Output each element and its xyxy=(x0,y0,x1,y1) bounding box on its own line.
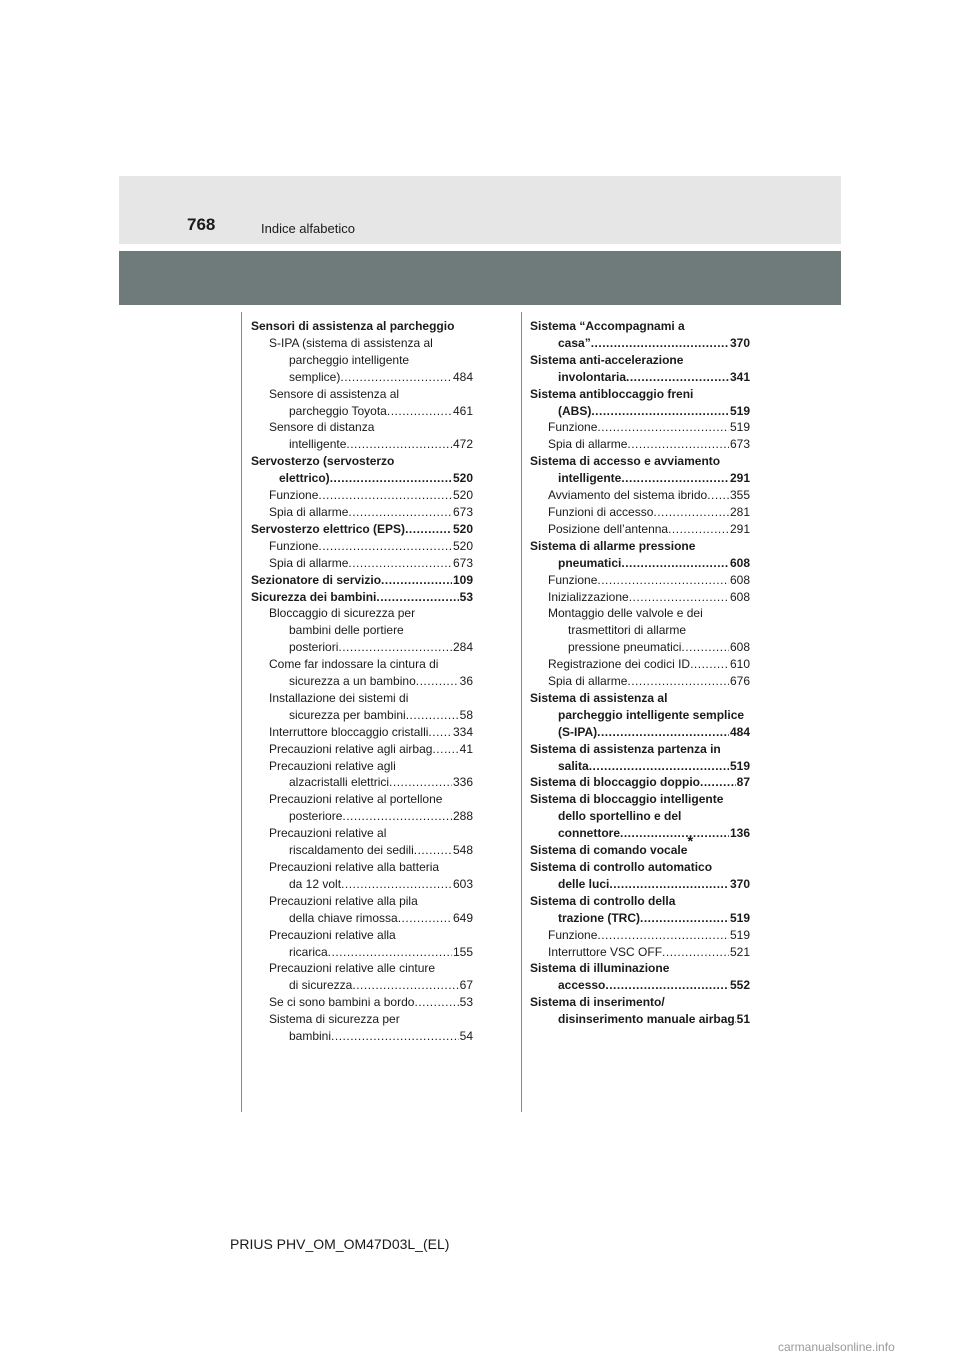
dot-leader xyxy=(414,842,452,859)
index-entry xyxy=(530,555,750,572)
index-entry xyxy=(251,572,473,589)
index-entry-page: 51 xyxy=(736,1012,750,1027)
index-entry-page: 291 xyxy=(729,471,750,486)
index-entry-page: 521 xyxy=(729,944,750,959)
index-entry xyxy=(251,944,473,961)
index-entry-page: 520 xyxy=(452,521,473,536)
index-entry xyxy=(251,774,473,791)
index-entry-label: accesso xyxy=(558,978,606,993)
index-entry xyxy=(530,690,750,707)
index-entry xyxy=(251,673,473,690)
index-entry-label: Come far indossare la cintura di xyxy=(269,657,439,672)
index-entry-label: Sistema di bloccaggio doppio xyxy=(530,775,701,790)
index-entry xyxy=(530,470,750,487)
index-entry xyxy=(251,960,473,977)
index-entry xyxy=(530,521,750,538)
index-entry-label: Sistema “Accompagnami a xyxy=(530,319,685,333)
index-entry xyxy=(530,876,750,893)
index-entry-label: da 12 volt xyxy=(289,876,342,891)
index-entry xyxy=(530,774,750,791)
index-entry-page: 484 xyxy=(729,724,750,739)
index-entry-label: Sensori di assistenza al parcheggio xyxy=(251,319,455,333)
index-entry-page: 520 xyxy=(452,488,473,503)
index-entry-label: Spia di allarme xyxy=(269,555,349,570)
index-entry-label: Sistema di controllo della xyxy=(530,893,676,908)
index-entry xyxy=(530,335,750,352)
index-entry-label: Se ci sono bambini a bordo xyxy=(269,995,415,1010)
dot-leader xyxy=(352,977,458,994)
index-entry-page: 370 xyxy=(729,335,750,350)
index-entry xyxy=(530,419,750,436)
index-entry-label: Montaggio delle valvole e dei xyxy=(548,606,703,621)
dot-leader xyxy=(331,1028,459,1045)
index-entry xyxy=(530,910,750,927)
dot-leader xyxy=(609,876,729,893)
dot-leader xyxy=(621,555,729,572)
index-entry-label: Spia di allarme xyxy=(548,437,628,452)
footnote-star: * xyxy=(687,833,694,851)
index-entry-page: 288 xyxy=(452,809,473,824)
index-entry xyxy=(251,1028,473,1045)
index-entry-label: Sistema di inserimento/ xyxy=(530,995,665,1010)
index-entry xyxy=(251,504,473,521)
dot-leader xyxy=(318,538,452,555)
index-entry xyxy=(530,352,750,369)
index-entry-page: 53 xyxy=(459,995,473,1010)
index-entry-label: Sistema di assistenza al xyxy=(530,690,668,705)
index-entry-label: ricarica xyxy=(289,944,328,959)
index-entry-page: 610 xyxy=(729,657,750,672)
dot-leader xyxy=(629,589,729,606)
index-entry xyxy=(251,876,473,893)
index-entry xyxy=(530,605,750,622)
index-entry-label: parcheggio intelligente semplice xyxy=(558,707,745,722)
index-entry-page: 355 xyxy=(729,488,750,503)
dot-leader xyxy=(432,741,458,758)
index-entry-page: 519 xyxy=(729,927,750,942)
index-entry-label: Sistema di assistenza partenza in xyxy=(530,741,721,756)
index-entry-label: pressione pneumatici xyxy=(568,640,682,655)
index-entry-label: Precauzioni relative alla batteria xyxy=(269,860,440,874)
index-entry-label: Sensore di distanza xyxy=(269,420,375,435)
index-entry xyxy=(251,538,473,555)
index-entry xyxy=(251,419,473,436)
section-title: Indice alfabetico xyxy=(261,221,355,236)
dot-leader xyxy=(389,774,452,791)
index-entry xyxy=(251,589,473,606)
index-entry-label: Sistema di bloccaggio intelligente xyxy=(530,792,724,807)
dot-leader xyxy=(707,487,729,504)
index-entry-page: 291 xyxy=(729,521,750,536)
index-entry-label: Spia di allarme xyxy=(548,674,628,689)
index-entry-label: Precauzioni relative agli airbag xyxy=(269,741,433,756)
dot-leader xyxy=(406,707,459,724)
index-entry-page: 552 xyxy=(729,978,750,993)
index-entry-label: bambini delle portiere xyxy=(289,623,404,638)
index-entry-label: Inizializzazione xyxy=(548,589,629,604)
index-entry-label: connettore xyxy=(558,826,621,841)
index-entry-label: Sistema di illuminazione xyxy=(530,961,670,976)
dot-leader xyxy=(346,436,452,453)
index-entry-label: trasmettitori di allarme xyxy=(568,623,687,638)
index-entry xyxy=(251,369,473,386)
index-entry xyxy=(251,453,473,470)
index-entry-label: Spia di allarme xyxy=(269,504,349,519)
index-entry-label: Funzione xyxy=(548,927,598,942)
index-entry-label: Precauzioni relative alla xyxy=(269,927,396,942)
index-entry xyxy=(530,318,750,335)
page-number: 768 xyxy=(187,215,216,234)
index-column-right xyxy=(530,318,750,1028)
index-entry-label: posteriori xyxy=(289,640,339,655)
index-entry-page: 341 xyxy=(729,369,750,384)
index-entry xyxy=(251,622,473,639)
index-entry-label: Sensore di assistenza al xyxy=(269,386,400,401)
dot-leader xyxy=(591,403,729,420)
index-entry xyxy=(251,1011,473,1028)
index-entry-page: 36 xyxy=(459,674,473,689)
index-entry xyxy=(530,504,750,521)
dot-leader xyxy=(416,673,459,690)
dot-leader xyxy=(627,436,729,453)
index-entry-label: Sistema di allarme pressione xyxy=(530,538,696,553)
dot-leader xyxy=(597,927,729,944)
index-entry-label: Precauzioni relative al xyxy=(269,826,387,841)
index-entry xyxy=(530,572,750,589)
dot-leader xyxy=(653,504,729,521)
index-entry-page: 334 xyxy=(452,724,473,739)
dot-leader xyxy=(328,944,452,961)
index-entry-page: 519 xyxy=(729,910,750,925)
index-entry-label: Posizione dell’antenna xyxy=(548,521,669,536)
index-entry-label: (S-IPA) xyxy=(558,724,598,739)
watermark: carmanualsonline.info xyxy=(778,1340,895,1354)
index-entry-page: 608 xyxy=(729,640,750,655)
section-band xyxy=(119,251,841,305)
index-entry-label: Precauzioni relative agli xyxy=(269,758,396,773)
index-entry xyxy=(251,605,473,622)
index-entry xyxy=(251,335,473,352)
dot-leader xyxy=(621,470,729,487)
dot-leader xyxy=(626,369,729,386)
index-entry xyxy=(530,707,750,724)
index-entry xyxy=(251,470,473,487)
index-entry-label: Sistema anti-accelerazione xyxy=(530,352,684,367)
index-entry-page: 520 xyxy=(452,538,473,553)
index-entry-label: Sistema antibloccaggio freni xyxy=(530,386,694,401)
index-entry-label: Funzione xyxy=(269,538,319,553)
index-entry xyxy=(251,386,473,403)
index-entry-label: Interruttore bloccaggio cristalli xyxy=(269,724,429,739)
index-entry xyxy=(530,808,750,825)
index-entry xyxy=(530,1011,750,1028)
index-entry xyxy=(251,724,473,741)
dot-leader xyxy=(414,994,458,1011)
index-entry-label: Precauzioni relative alle cinture xyxy=(269,961,436,976)
index-entry xyxy=(251,707,473,724)
dot-leader xyxy=(338,639,452,656)
index-entry-label: Servosterzo (servosterzo xyxy=(251,454,395,469)
index-entry xyxy=(530,656,750,673)
index-entry-page: 608 xyxy=(729,589,750,604)
index-entry-page: 58 xyxy=(459,707,473,722)
dot-leader xyxy=(387,403,452,420)
index-entry-page: 548 xyxy=(452,843,473,858)
index-entry-page: 673 xyxy=(452,555,473,570)
index-entry xyxy=(251,808,473,825)
index-entry-label: pneumatici xyxy=(558,555,622,570)
index-entry-page: 673 xyxy=(729,437,750,452)
dot-leader xyxy=(589,758,729,775)
index-entry-label: Precauzioni relative al portellone xyxy=(269,792,443,807)
index-entry xyxy=(251,352,473,369)
index-entry-label: Sicurezza dei bambini xyxy=(251,589,377,604)
index-entry-page: 519 xyxy=(729,758,750,773)
index-entry xyxy=(251,403,473,420)
footer-model-code: PRIUS PHV_OM_OM47D03L_(EL) xyxy=(230,1236,450,1252)
index-entry-label: Funzione xyxy=(548,572,598,587)
index-entry-page: 649 xyxy=(452,910,473,925)
index-entry-label: Sistema di accesso e avviamento xyxy=(530,454,721,469)
index-entry-label: alzacristalli elettrici xyxy=(289,775,390,790)
index-entry-page: 676 xyxy=(729,674,750,689)
index-entry-page: 67 xyxy=(459,978,473,993)
index-entry-label: intelligente xyxy=(289,437,347,452)
index-entry xyxy=(251,318,473,335)
index-entry-label: parcheggio Toyota xyxy=(289,403,387,418)
index-entry xyxy=(251,994,473,1011)
index-entry-label: riscaldamento dei sedili xyxy=(289,843,414,858)
index-entry-label: Funzione xyxy=(548,420,598,435)
index-entry-label: di sicurezza xyxy=(289,978,353,993)
dot-leader xyxy=(318,487,452,504)
index-entry-label: Bloccaggio di sicurezza per xyxy=(269,606,416,621)
index-entry-label: Sistema di comando vocale xyxy=(530,843,688,858)
index-entry xyxy=(530,622,750,639)
index-entry xyxy=(530,386,750,403)
index-entry xyxy=(251,639,473,656)
index-entry-label: Installazione dei sistemi di xyxy=(269,690,409,705)
index-entry xyxy=(530,977,750,994)
index-entry-page: 608 xyxy=(729,572,750,587)
dot-leader xyxy=(340,369,452,386)
index-entry xyxy=(530,893,750,910)
header-band xyxy=(119,176,841,244)
index-entry-label: Funzioni di accesso xyxy=(548,504,654,519)
index-entry xyxy=(530,369,750,386)
index-entry xyxy=(530,960,750,977)
index-entry xyxy=(530,589,750,606)
index-entry-label: Sistema di controllo automatico xyxy=(530,860,713,874)
index-entry xyxy=(530,825,750,842)
dot-leader xyxy=(341,876,452,893)
index-entry-page: 53 xyxy=(459,589,473,604)
index-entry xyxy=(251,690,473,707)
dot-leader xyxy=(597,572,729,589)
dot-leader xyxy=(700,774,736,791)
index-entry-label: casa” xyxy=(558,335,591,350)
index-entry-label: Sistema di sicurezza per xyxy=(269,1012,400,1027)
index-entry xyxy=(251,741,473,758)
index-entry-label: Servosterzo elettrico (EPS) xyxy=(251,521,406,536)
index-entry-page: 673 xyxy=(452,504,473,519)
index-entry-label: sicurezza per bambini xyxy=(289,707,406,722)
index-entry xyxy=(251,487,473,504)
index-entry-page: 155 xyxy=(452,944,473,959)
index-entry-page: 336 xyxy=(452,775,473,790)
index-entry xyxy=(251,927,473,944)
dot-leader xyxy=(597,419,729,436)
index-entry-page: 54 xyxy=(459,1029,473,1044)
index-entry-label: Interruttore VSC OFF xyxy=(548,944,663,959)
index-entry-label: Funzione xyxy=(269,488,319,503)
index-entry xyxy=(251,977,473,994)
index-entry xyxy=(251,436,473,453)
dot-leader xyxy=(640,910,729,927)
index-entry xyxy=(530,758,750,775)
dot-leader xyxy=(348,504,452,521)
index-entry-page: 484 xyxy=(452,369,473,384)
index-entry-page: 520 xyxy=(452,471,473,486)
dot-leader xyxy=(428,724,452,741)
dot-leader xyxy=(620,825,729,842)
index-entry-label: della chiave rimossa xyxy=(289,910,398,925)
index-entry-page: 519 xyxy=(729,420,750,435)
index-entry-label: elettrico) xyxy=(279,471,330,486)
dot-leader xyxy=(627,673,729,690)
index-entry-page: 284 xyxy=(452,640,473,655)
index-entry xyxy=(530,994,750,1011)
index-entry xyxy=(251,555,473,572)
index-entry-label: sicurezza a un bambino xyxy=(289,674,416,689)
index-entry-label: posteriore xyxy=(289,809,343,824)
index-entry xyxy=(530,639,750,656)
index-entry xyxy=(530,538,750,555)
dot-leader xyxy=(597,724,729,741)
index-entry-page: 472 xyxy=(452,437,473,452)
dot-leader xyxy=(690,656,729,673)
index-entry-label: Sezionatore di servizio xyxy=(251,572,382,587)
index-entry-label: delle luci xyxy=(558,876,610,891)
index-entry xyxy=(251,893,473,910)
index-entry-label: (ABS) xyxy=(558,403,592,418)
index-entry-label: disinserimento manuale airbag xyxy=(558,1012,735,1027)
index-entry xyxy=(251,521,473,538)
index-entry-label: dello sportellino e del xyxy=(558,809,682,824)
index-entry xyxy=(251,825,473,842)
dot-leader xyxy=(668,521,729,538)
index-entry-label: semplice) xyxy=(289,369,341,384)
index-entry xyxy=(530,436,750,453)
index-entry xyxy=(251,791,473,808)
index-entry-label: parcheggio intelligente xyxy=(289,352,410,367)
index-entry-label: Registrazione dei codici ID xyxy=(548,657,691,672)
dot-leader xyxy=(405,521,452,538)
index-entry xyxy=(251,859,473,876)
index-entry-label: salita xyxy=(558,758,589,773)
index-entry xyxy=(251,758,473,775)
index-entry xyxy=(530,724,750,741)
index-entry-page: 519 xyxy=(729,403,750,418)
dot-leader xyxy=(398,910,452,927)
index-entry-page: 608 xyxy=(729,555,750,570)
index-entry-label: S-IPA (sistema di assistenza al xyxy=(269,335,433,350)
dot-leader xyxy=(376,589,458,606)
dot-leader xyxy=(662,944,729,961)
dot-leader xyxy=(348,555,452,572)
index-entry-label: Precauzioni relative alla pila xyxy=(269,893,418,908)
index-entry-page: 109 xyxy=(452,572,473,587)
index-entry xyxy=(530,673,750,690)
dot-leader xyxy=(381,572,452,589)
index-entry xyxy=(530,859,750,876)
index-entry-page: 281 xyxy=(729,504,750,519)
index-entry xyxy=(530,487,750,504)
index-entry-page: 603 xyxy=(452,876,473,891)
dot-leader xyxy=(591,335,729,352)
index-entry xyxy=(530,403,750,420)
index-entry xyxy=(530,453,750,470)
right-column-rule xyxy=(521,312,522,1112)
index-entry xyxy=(530,791,750,808)
index-entry xyxy=(530,944,750,961)
dot-leader xyxy=(342,808,452,825)
index-column-left xyxy=(251,318,473,1045)
left-column-rule xyxy=(241,312,242,1112)
index-entry-page: 41 xyxy=(459,741,473,756)
index-entry-label: involontaria xyxy=(558,369,627,384)
index-entry xyxy=(251,656,473,673)
index-entry xyxy=(530,927,750,944)
dot-leader xyxy=(605,977,729,994)
index-entry-page: 136 xyxy=(729,826,750,841)
index-entry-page: 461 xyxy=(452,403,473,418)
index-entry xyxy=(251,842,473,859)
index-entry-page: 370 xyxy=(729,876,750,891)
dot-leader xyxy=(330,470,452,487)
index-entry xyxy=(251,910,473,927)
index-entry xyxy=(530,741,750,758)
index-entry-label: intelligente xyxy=(558,471,622,486)
dot-leader xyxy=(681,639,729,656)
index-entry-label: bambini xyxy=(289,1029,332,1044)
index-entry-label: Avviamento del sistema ibrido xyxy=(548,488,708,503)
index-entry-page: 87 xyxy=(736,775,750,790)
index-entry-label: trazione (TRC) xyxy=(558,910,640,925)
